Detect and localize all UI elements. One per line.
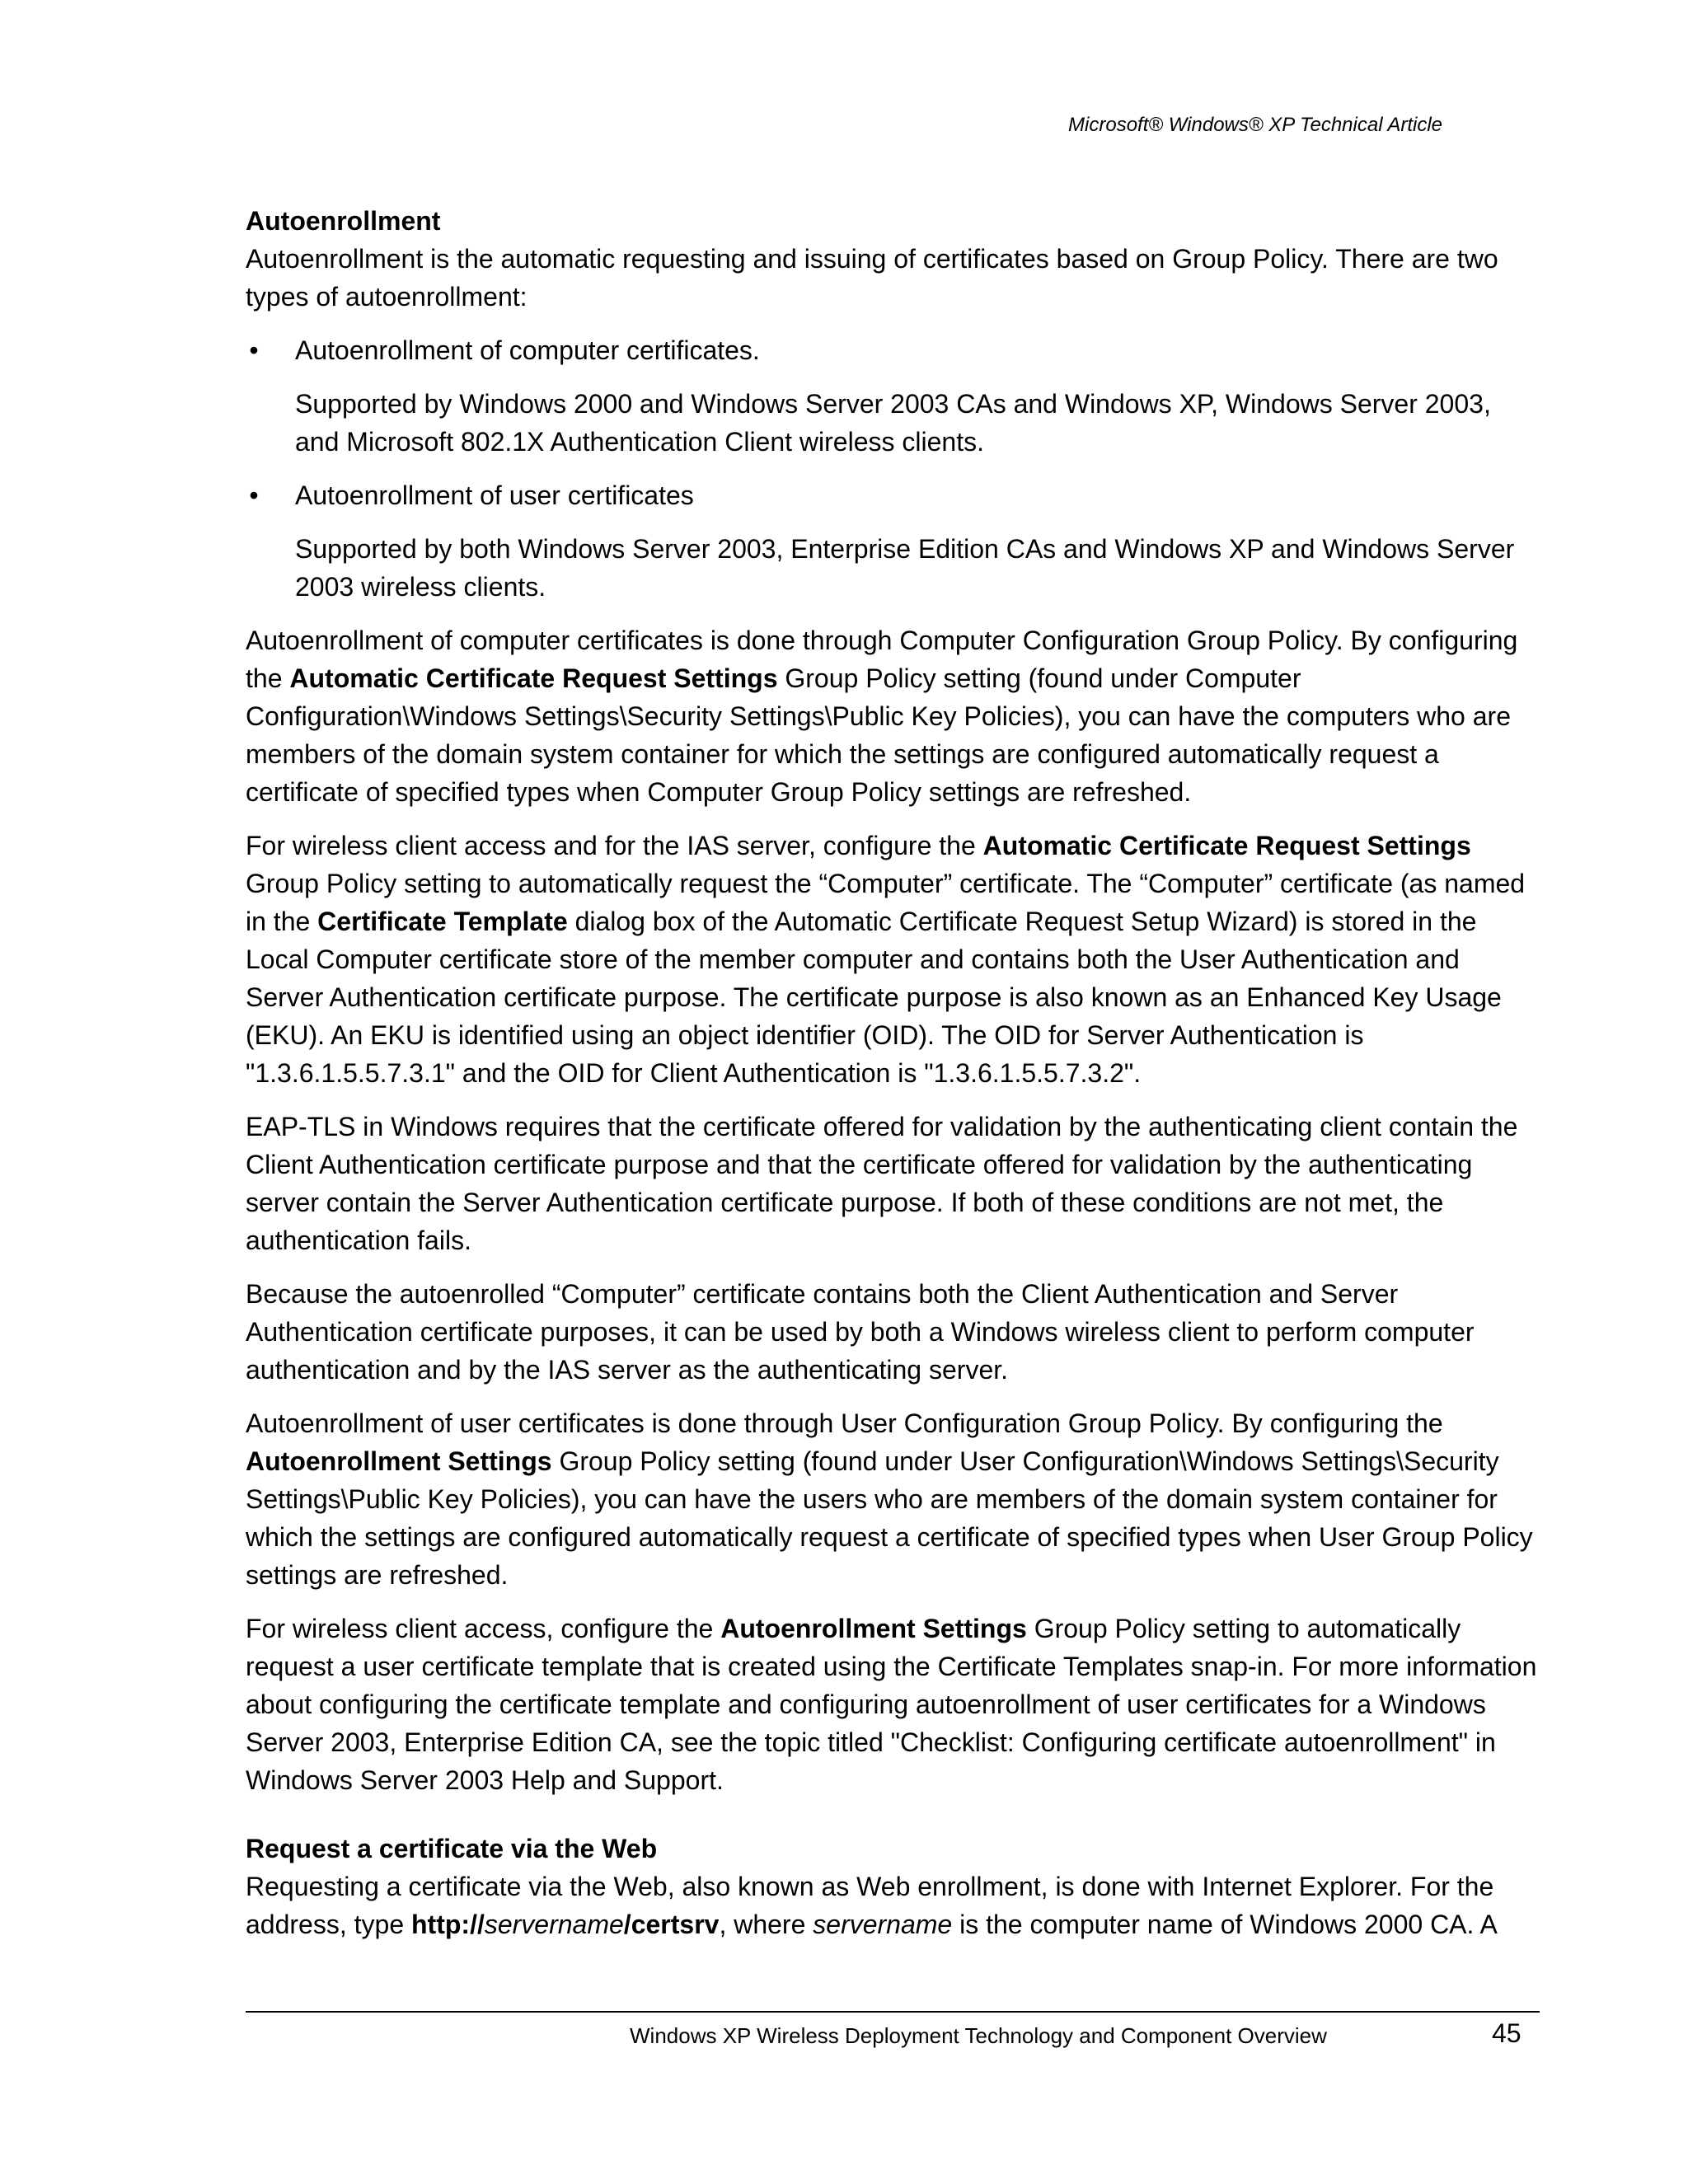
wireless-user-paragraph [246, 1610, 1540, 1799]
text-run: dialog box of the Automatic Certificate Request Setup Wizard) is stored in the Local Computer certificate store of the member computer and contains both the User Authentication and Server Authentication certificate purpose. The certificate purpose is also known as an Enhanced Key Usage (EKU). An EKU is identified using an object identifier (OID). The OID for Server Authentication is "1.3.6.1.5.5.7.3.1" and the OID for Client Authentication is "1.3.6.1.5.5.7.3.2". [246, 907, 1502, 1088]
section-heading-web-request: Request a certificate via the Web [246, 1834, 658, 1863]
computer-autoenrollment-paragraph [246, 621, 1540, 811]
list-item-label: Autoenrollment of user certificates [295, 480, 694, 510]
text-run: Autoenrollment of computer certificates is done through Computer Configuration Group Policy. By configuring the [246, 626, 1518, 693]
bullet-icon: • [249, 480, 259, 510]
list-item-label: Autoenrollment of computer certificates. [295, 335, 760, 365]
dialog-name: Certificate Template [317, 907, 568, 936]
footer-title: Windows XP Wireless Deployment Technology and Component Overview [630, 2023, 1327, 2048]
computer-certificate-paragraph: Because the autoenrolled “Computer” certificate contains both the Client Authentication and Server Authentication certificate purposes, it can be used by both a Windows wireless client to perform computer authentication and by the IAS server as the authenticating server. [246, 1279, 1475, 1385]
text-run: For wireless client access and for the IAS server, configure the [246, 831, 983, 860]
list-item [246, 331, 1540, 461]
setting-name: Automatic Certificate Request Settings [289, 663, 778, 693]
text-run: Group Policy setting to automatically request the “Computer” certificate. The “Computer” certificate (as named in the [246, 869, 1526, 936]
text-run: is the computer name of Windows 2000 CA. A [952, 1910, 1498, 1939]
list-item [246, 476, 1540, 606]
running-header: Microsoft® Windows® XP Technical Article [1068, 114, 1442, 136]
text-run: Autoenrollment of user certificates is done through User Configuration Group Policy. By configuring the [246, 1408, 1443, 1438]
placeholder-term: servername [813, 1910, 953, 1939]
url-path: /certsrv [623, 1910, 720, 1939]
document-body [246, 202, 1540, 1959]
url-prefix: http:// [411, 1910, 485, 1939]
list-item-detail: Supported by Windows 2000 and Windows Server 2003 CAs and Windows XP, Windows Server 2003, and Microsoft 802.1X Authentication Client wireless clients. [295, 389, 1491, 457]
text-run: Group Policy setting (found under User Configuration\Windows Settings\Security Settings\Public Key Policies), you can have the users who are members of the domain system container for which the settings are configured automatically request a certificate of specified types when User Group Policy settings are refreshed. [246, 1446, 1533, 1590]
setting-name: Autoenrollment Settings [246, 1446, 552, 1476]
intro-paragraph: Autoenrollment is the automatic requesting and issuing of certificates based on Group Policy. There are two types of autoenrollment: [246, 244, 1498, 312]
setting-name: Autoenrollment Settings [720, 1614, 1027, 1643]
text-run: Group Policy setting (found under Computer Configuration\Windows Settings\Security Settings\Public Key Policies), you can have the computers who are members of the domain system container for which the settings are configured automatically request a certificate of specified types when Computer Group Policy settings are refreshed. [246, 663, 1511, 807]
text-run: For wireless client access, configure the [246, 1614, 721, 1643]
section-heading-autoenrollment: Autoenrollment [246, 206, 441, 236]
text-run: Requesting a certificate via the Web, also known as Web enrollment, is done with Internet Explorer. For the address, type [246, 1872, 1494, 1939]
page-number: 45 [1492, 2018, 1522, 2048]
wireless-ias-paragraph [246, 827, 1540, 1092]
text-run: Group Policy setting to automatically request a user certificate template that is created using the Certificate Templates snap-in. For more information about configuring the certificate template and configuring autoenrollment of user certificates for a Windows Server 2003, Enterprise Edition CA, see the topic titled "Checklist: Configuring certificate autoenrollment" in Windows Server 2003 Help and Support. [246, 1614, 1537, 1795]
bullet-icon: • [249, 335, 259, 365]
user-autoenrollment-paragraph [246, 1404, 1540, 1594]
list-item-detail: Supported by both Windows Server 2003, Enterprise Edition CAs and Windows XP and Windows Server 2003 wireless clients. [295, 534, 1515, 602]
footer-divider [246, 2011, 1540, 2013]
setting-name: Automatic Certificate Request Settings [982, 831, 1471, 860]
eap-tls-paragraph: EAP-TLS in Windows requires that the certificate offered for validation by the authenticating client contain the Client Authentication certificate purpose and that the certificate offered for validation by the authenticating server contain the Server Authentication certificate purpose. If both of these conditions are not met, the authentication fails. [246, 1112, 1518, 1255]
web-enrollment-paragraph [246, 1868, 1540, 1943]
autoenrollment-types-list [246, 331, 1540, 606]
text-run: , where [719, 1910, 814, 1939]
url-placeholder: servername [484, 1910, 624, 1939]
